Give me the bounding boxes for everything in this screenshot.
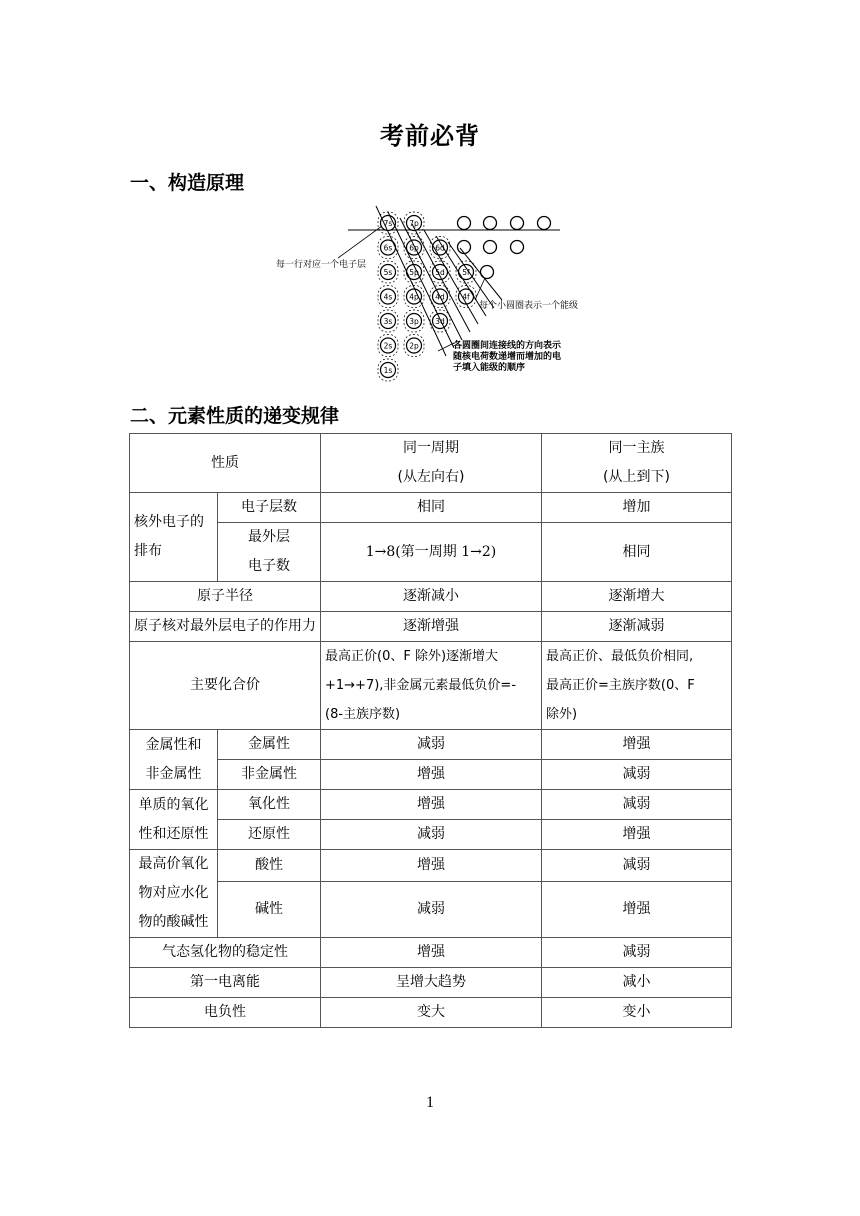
period-value: 减弱	[321, 820, 542, 850]
header-period: 同一周期 (从左向右)	[321, 434, 542, 493]
section-heading-aufbau: 一、构造原理	[130, 172, 245, 194]
period-value: 增强	[321, 850, 542, 882]
row-label: 气态氢化物的稳定性	[130, 938, 321, 968]
group-value: 最高正价、最低负价相同, 最高正价=主族序数(0、F 除外)	[542, 642, 732, 730]
group-value: 逐渐减弱	[542, 612, 732, 642]
orbital-label: 3s	[383, 317, 393, 326]
table-row	[130, 882, 732, 938]
orbital-label: 3d	[435, 317, 445, 326]
row-label: 碱性	[218, 882, 321, 938]
row-group-label: 金属性和 非金属性	[130, 730, 218, 790]
header-group: 同一主族 (从上到下)	[542, 434, 732, 493]
orbital-label: 4f	[462, 292, 470, 302]
empty-orbital-circle	[458, 241, 471, 254]
orbital-label: 6d	[435, 243, 445, 253]
table-row	[130, 968, 732, 998]
header-property: 性质	[130, 434, 321, 493]
orbital-label: 1s	[383, 366, 393, 375]
orbital-label: 5s	[383, 268, 393, 277]
row-label: 最外层 电子数	[218, 523, 321, 582]
row-label: 电子层数	[218, 493, 321, 523]
empty-orbital-circle	[538, 217, 551, 230]
row-label: 第一电离能	[130, 968, 321, 998]
period-value: 逐渐减小	[321, 582, 542, 612]
period-value: 减弱	[321, 730, 542, 760]
aufbau-diagram	[270, 196, 590, 396]
empty-orbital-circle	[511, 217, 524, 230]
group-value: 增强	[542, 730, 732, 760]
row-group-label: 核外电子的排布	[130, 493, 218, 582]
period-value: 增强	[321, 760, 542, 790]
period-value: 呈增大趋势	[321, 968, 542, 998]
group-value: 逐渐增大	[542, 582, 732, 612]
empty-orbital-circle	[484, 217, 497, 230]
row-label: 原子半径	[130, 582, 321, 612]
period-value: 增强	[321, 938, 542, 968]
orbital-label: 7s	[383, 219, 393, 228]
row-group-label: 单质的氧化 性和还原性	[130, 790, 218, 850]
page-number: 1	[426, 1094, 434, 1111]
group-value: 变小	[542, 998, 732, 1028]
period-value: 变大	[321, 998, 542, 1028]
orbital-label: 2s	[383, 341, 393, 351]
group-value: 增强	[542, 820, 732, 850]
empty-orbital-circle	[484, 241, 497, 254]
orbital-label: 2p	[409, 341, 419, 351]
orbital-label: 7p	[409, 219, 419, 228]
orbital-label: 6p	[409, 243, 419, 253]
orbital-label: 5d	[435, 268, 445, 277]
table-row	[130, 642, 732, 730]
row-label: 非金属性	[218, 760, 321, 790]
row-label: 还原性	[218, 820, 321, 850]
period-value: 增强	[321, 790, 542, 820]
group-value: 增加	[542, 493, 732, 523]
empty-orbital-circle	[511, 241, 524, 254]
table-row	[130, 493, 732, 523]
orbital-label: 4p	[409, 292, 419, 302]
orbital-label: 4d	[435, 292, 445, 302]
group-value: 相同	[542, 523, 732, 582]
table-row	[130, 938, 732, 968]
orbital-label: 5f	[462, 268, 470, 277]
empty-orbital-circle	[458, 217, 471, 230]
group-value: 减弱	[542, 850, 732, 882]
annotation-circle-label: 每个小圆圈表示一个能级	[479, 301, 579, 311]
table-row	[130, 998, 732, 1028]
orbital-label: 6s	[383, 243, 393, 253]
period-value: 减弱	[321, 882, 542, 938]
period-value: 相同	[321, 493, 542, 523]
row-label: 主要化合价	[130, 642, 321, 730]
group-value: 增强	[542, 882, 732, 938]
diagonal-arrow	[388, 212, 454, 348]
table-row	[130, 730, 732, 760]
table-row	[130, 790, 732, 820]
row-group-label: 最高价氧化 物对应水化 物的酸碱性	[130, 850, 218, 938]
table-row	[130, 820, 732, 850]
orbital-label: 3p	[409, 317, 419, 326]
table-row	[130, 850, 732, 882]
orbital-label: 4s	[383, 292, 393, 302]
period-value: 最高正价(0、F 除外)逐渐增大 +1→+7),非金属元素最低负价=- (8-主族序数)	[321, 642, 542, 730]
row-label: 金属性	[218, 730, 321, 760]
row-label: 氧化性	[218, 790, 321, 820]
annotation-order-line1: 各圆圈间连接线的方向表示	[453, 341, 562, 351]
periodic-trends-table	[129, 433, 732, 1028]
group-value: 减弱	[542, 760, 732, 790]
annotation-order-line3: 子填入能级的顺序	[453, 363, 526, 373]
row-label: 电负性	[130, 998, 321, 1028]
period-value: 逐渐增强	[321, 612, 542, 642]
orbital-label: 5p	[409, 268, 419, 277]
group-value: 减弱	[542, 790, 732, 820]
table-row	[130, 612, 732, 642]
row-label: 原子核对最外层电子的作用力	[130, 612, 321, 642]
group-value: 减小	[542, 968, 732, 998]
table-header-row	[130, 434, 732, 493]
annotation-order-line2: 随核电荷数递增而增加的电	[453, 352, 562, 362]
group-value: 减弱	[542, 938, 732, 968]
period-value: 1→8(第一周期 1→2)	[321, 523, 542, 582]
table-row	[130, 523, 732, 582]
section-heading-periodic-trends: 二、元素性质的递变规律	[130, 405, 340, 427]
page-title: 考前必背	[380, 122, 480, 150]
annotation-row-label: 每一行对应一个电子层	[276, 260, 367, 270]
table-row	[130, 582, 732, 612]
table-row	[130, 760, 732, 790]
row-label: 酸性	[218, 850, 321, 882]
